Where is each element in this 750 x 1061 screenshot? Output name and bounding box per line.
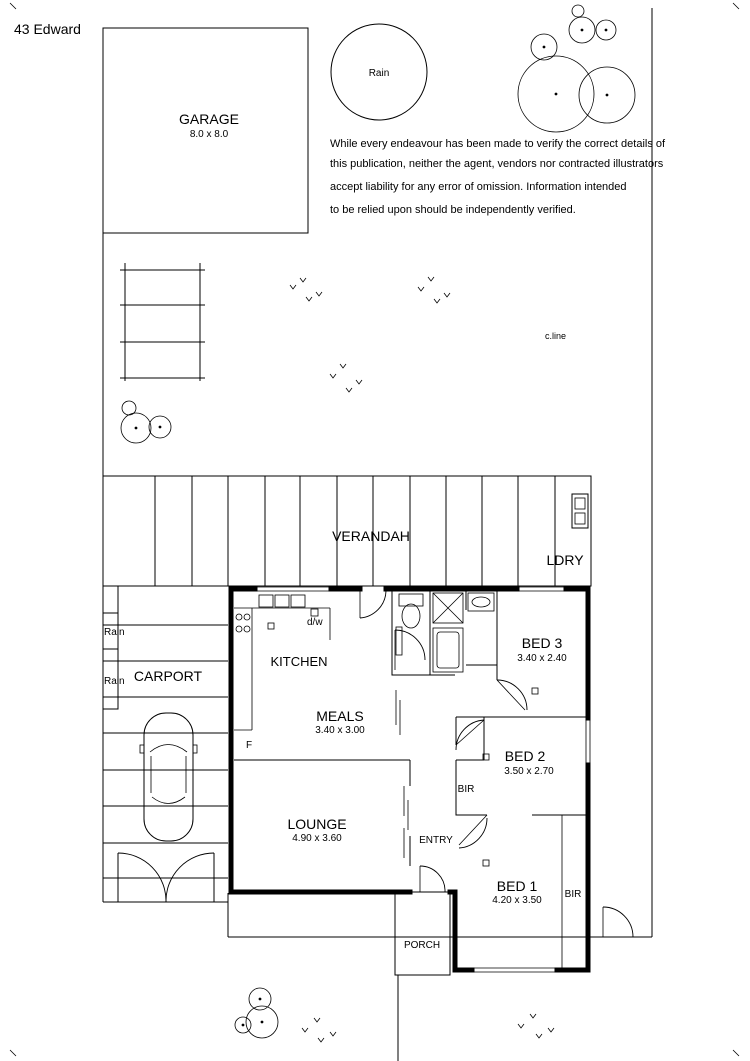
entry-label: ENTRY [419,835,453,846]
bed-1 [483,815,581,968]
carport-rain-1: Rain [104,627,125,638]
bed2-robe-label: BIR [457,784,475,795]
carport-label: CARPORT [133,668,203,684]
porch-label: PORCH [403,940,441,951]
bed3-label: BED 3 [521,635,563,651]
sliding-doors [396,690,408,858]
disclaimer [330,138,666,216]
garage-dims: 8.0 x 8.0 [189,129,229,140]
bed2-label: BED 2 [504,748,546,764]
bathroom-fixtures [396,593,494,672]
bed1-dims: 4.20 x 3.50 [492,895,542,906]
car-icon [140,713,197,841]
meals-dims: 3.40 x 3.00 [315,725,365,736]
carport-rain-2: Rain [104,676,125,687]
garage [103,28,308,233]
verandah-label: VERANDAH [332,528,410,544]
meals-label: MEALS [316,708,364,724]
meals [315,708,365,736]
bed1-robe-label: BIR [564,889,582,900]
garden-path [120,263,205,381]
rain-tank [331,24,427,120]
boundary-label: c.line [545,331,567,341]
bed3-dims: 3.40 x 2.40 [517,653,567,664]
tree-cluster-middle-left [121,401,171,443]
bed1-label: BED 1 [496,878,538,894]
tree-cluster-bottom [235,988,278,1038]
kitchen-label: KITCHEN [270,654,328,669]
garage-label: GARAGE [179,111,239,127]
address-label: 43 Edward [14,21,81,37]
disclaimer-line-3: accept liability for any error of omission. Information intended [330,181,627,193]
disclaimer-line-4: to be relied upon should be independently verified. [330,204,576,216]
bed-2 [458,748,555,795]
porch [395,892,450,975]
bed2-dims: 3.50 x 2.70 [504,766,554,777]
lounge-label: LOUNGE [287,816,347,832]
dishwasher-label: d/w [307,617,323,628]
fridge-label: F [246,740,253,751]
rain-tank-label: Rain [368,68,390,79]
verandah [103,476,591,586]
lounge-dims: 4.90 x 3.60 [292,833,342,844]
lounge [287,816,346,844]
carport [103,586,228,902]
grass-marks [290,277,554,1042]
laundry-label: LDRY [546,552,584,568]
bed-3 [517,635,567,694]
disclaimer-line-1: While every endeavour has been made to verify the correct details of [330,138,666,150]
disclaimer-line-2: this publication, neither the agent, vendors nor contracted illustrators [330,158,664,170]
laundry [546,494,588,568]
tree-cluster-top-right [518,5,635,132]
